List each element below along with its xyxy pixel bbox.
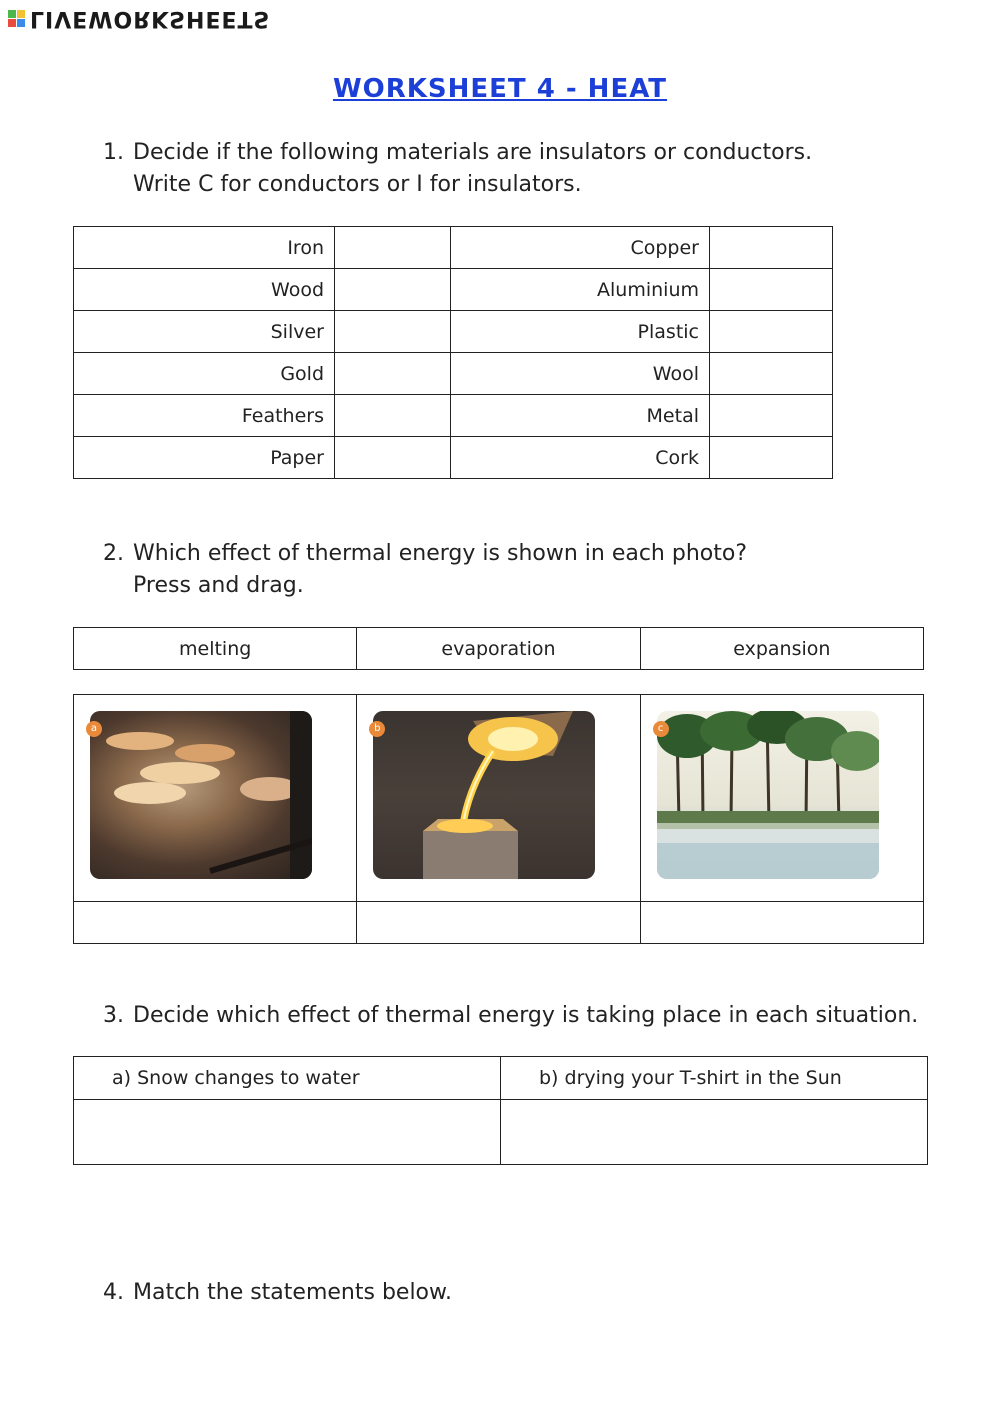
question-3-number: 3. <box>103 1003 124 1028</box>
photo-molten-metal <box>373 711 595 879</box>
table-row <box>74 311 833 353</box>
answer-cell[interactable] <box>335 269 451 311</box>
material-label: Paper <box>74 437 335 479</box>
question-1-number: 1. <box>103 140 124 165</box>
answer-cell[interactable] <box>710 269 833 311</box>
question-4-line1: Match the statements below. <box>133 1280 452 1305</box>
question-3-line1: Decide which effect of thermal energy is taking place in each situation. <box>133 1003 919 1028</box>
page-title: WORKSHEET 4 - HEAT <box>332 74 668 104</box>
question-2 <box>103 538 747 602</box>
molten-metal-illustration <box>373 711 595 879</box>
answer-cell[interactable] <box>335 395 451 437</box>
drop-target-c[interactable] <box>640 902 923 944</box>
material-label: Copper <box>451 227 710 269</box>
answer-cell[interactable] <box>710 353 833 395</box>
situation-b-answer[interactable] <box>501 1100 928 1165</box>
materials-table <box>73 226 833 479</box>
situations-table <box>73 1056 928 1165</box>
question-2-line1: Which effect of thermal energy is shown in each photo? <box>133 541 748 566</box>
answer-cell[interactable] <box>710 311 833 353</box>
material-label: Iron <box>74 227 335 269</box>
photo-cell-b <box>357 695 640 902</box>
material-label: Wool <box>451 353 710 395</box>
table-row <box>74 227 833 269</box>
table-row <box>74 269 833 311</box>
material-label: Gold <box>74 353 335 395</box>
answer-cell[interactable] <box>335 353 451 395</box>
drag-option-melting[interactable]: melting <box>74 628 357 670</box>
material-label: Metal <box>451 395 710 437</box>
situation-b-label: b) drying your T-shirt in the Sun <box>501 1057 928 1100</box>
logo-icon <box>8 9 26 27</box>
drop-target-a[interactable] <box>74 902 357 944</box>
answer-cell[interactable] <box>710 437 833 479</box>
question-3 <box>103 1000 918 1032</box>
table-row <box>74 395 833 437</box>
question-2-line2: Press and drag. <box>133 573 304 598</box>
question-2-number: 2. <box>103 541 124 566</box>
answer-cell[interactable] <box>710 395 833 437</box>
material-label: Aluminium <box>451 269 710 311</box>
table-row <box>74 437 833 479</box>
situation-a-label: a) Snow changes to water <box>74 1057 501 1100</box>
logo-text: LIVEWORKSHEETS <box>30 6 271 31</box>
material-label: Wood <box>74 269 335 311</box>
photo-misty-lake <box>657 711 879 879</box>
misty-lake-illustration <box>657 711 879 879</box>
liveworksheets-logo <box>8 6 270 31</box>
drop-target-b[interactable] <box>357 902 640 944</box>
photo-bread-toasting <box>90 711 312 879</box>
material-label: Feathers <box>74 395 335 437</box>
answer-cell[interactable] <box>335 437 451 479</box>
material-label: Plastic <box>451 311 710 353</box>
question-4-number: 4. <box>103 1280 124 1305</box>
answer-cell[interactable] <box>335 311 451 353</box>
photo-tag: a <box>86 721 102 737</box>
question-4 <box>103 1277 452 1309</box>
photo-cell-c <box>640 695 923 902</box>
photo-cell-a <box>74 695 357 902</box>
photo-tag: b <box>369 721 385 737</box>
answer-cell[interactable] <box>335 227 451 269</box>
answer-cell[interactable] <box>710 227 833 269</box>
material-label: Silver <box>74 311 335 353</box>
question-1-line2: Write C for conductors or I for insulators. <box>133 172 582 197</box>
drag-option-expansion[interactable]: expansion <box>640 628 923 670</box>
question-1-line1: Decide if the following materials are insulators or conductors. <box>133 140 813 165</box>
drag-option-evaporation[interactable]: evaporation <box>357 628 640 670</box>
situation-a-answer[interactable] <box>74 1100 501 1165</box>
photo-tag: c <box>653 721 669 737</box>
table-row <box>74 353 833 395</box>
material-label: Cork <box>451 437 710 479</box>
photos-table <box>73 694 924 944</box>
question-1 <box>103 137 812 201</box>
bread-illustration <box>90 711 312 879</box>
drag-options-table <box>73 627 924 670</box>
